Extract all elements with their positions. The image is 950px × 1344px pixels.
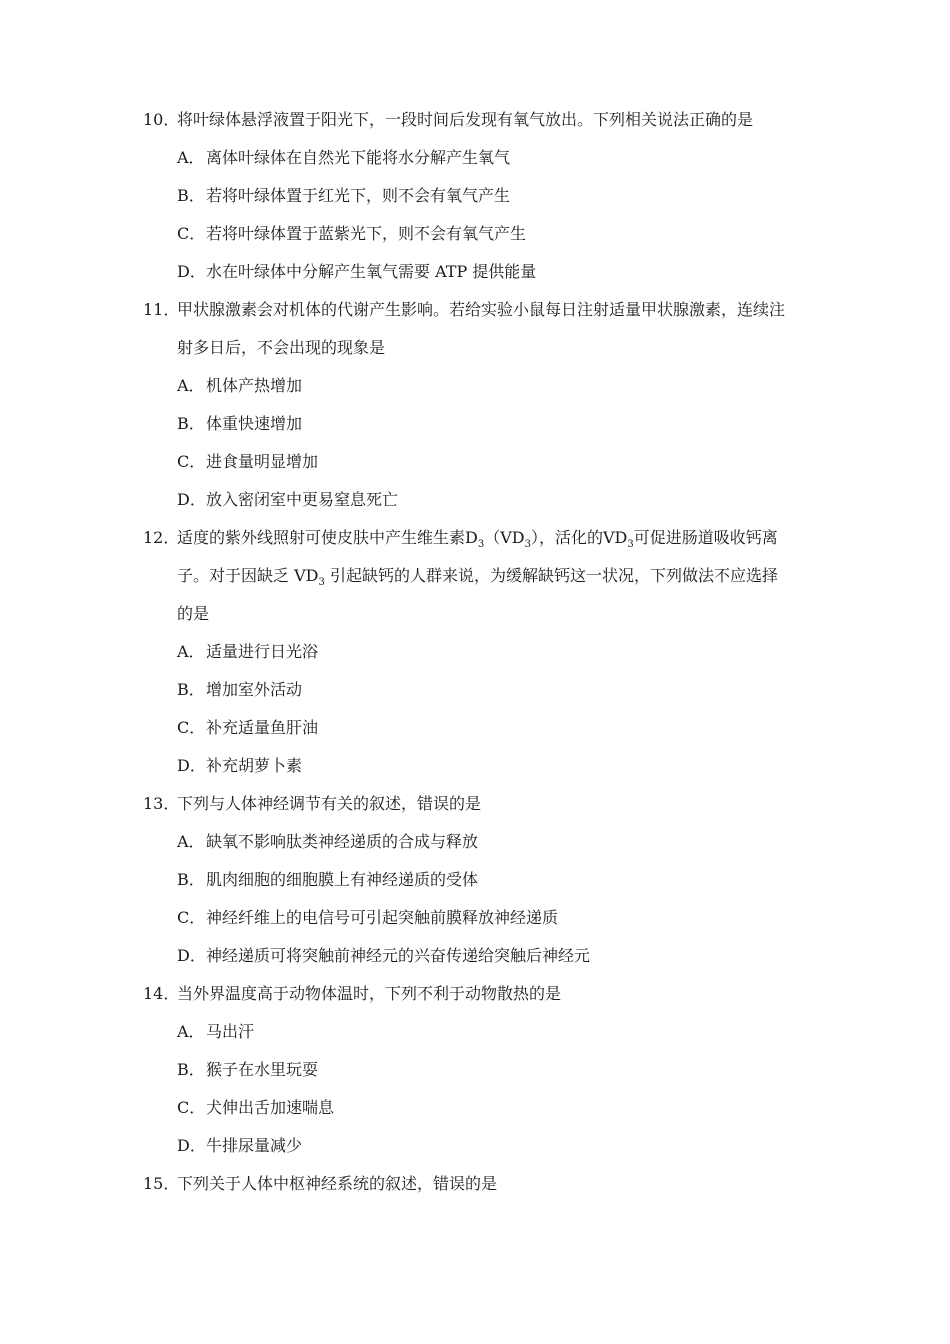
question-number: 15． (143, 1174, 180, 1193)
option-letter: B． (177, 1060, 205, 1079)
option-text: 神经纤维上的电信号可引起突触前膜释放神经递质 (206, 908, 559, 927)
option-text: 马出汗 (206, 1022, 255, 1041)
stem-text: ），活化的VD (530, 528, 628, 547)
question-stem-continued (177, 566, 778, 586)
question-stem (177, 528, 778, 550)
option-b (177, 680, 302, 700)
question-number: 12． (143, 528, 180, 547)
option-letter: D． (177, 490, 206, 509)
question-number: 10． (143, 110, 180, 129)
stem-text: 可促进肠道吸收钙离 (633, 528, 778, 547)
question-number: 14． (143, 984, 180, 1003)
option-text: 犬伸出舌加速喘息 (206, 1098, 335, 1117)
option-letter: C． (177, 718, 206, 737)
option-d (177, 262, 536, 282)
option-b (177, 1060, 318, 1080)
option-letter: A． (177, 832, 205, 851)
option-text: 放入密闭室中更易窒息死亡 (206, 490, 399, 509)
option-a (177, 642, 318, 662)
subscript: 3 (318, 577, 325, 588)
option-d (177, 490, 398, 510)
option-a (177, 832, 478, 852)
option-letter: A． (177, 376, 205, 395)
option-a (177, 148, 510, 168)
stem-text: 引起缺钙的人群来说，为缓解缺钙这一状况，下列做法不应选择 (324, 566, 778, 585)
subscript: 3 (477, 539, 485, 550)
option-letter: D． (177, 262, 206, 281)
option-c (177, 718, 318, 738)
option-a (177, 376, 302, 396)
option-c (177, 452, 318, 472)
option-text: 离体叶绿体在自然光下能将水分解产生氧气 (206, 148, 511, 167)
option-b (177, 870, 478, 890)
option-letter: C． (177, 1098, 206, 1117)
option-text: 补充胡萝卜素 (206, 756, 303, 775)
question-number: 11． (143, 300, 180, 319)
option-text: 机体产热增加 (206, 376, 303, 395)
option-d (177, 1136, 302, 1156)
option-b (177, 186, 510, 206)
option-text: 适量进行日光浴 (206, 642, 319, 661)
option-text: 缺氧不影响肽类神经递质的合成与释放 (206, 832, 479, 851)
question-stem-continued: 的是 (177, 604, 210, 623)
option-letter: A． (177, 642, 205, 661)
option-a (177, 1022, 254, 1042)
question-stem: 当外界温度高于动物体温时，下列不利于动物散热的是 (177, 984, 562, 1003)
option-text: 补充适量鱼肝油 (206, 718, 319, 737)
option-text: 增加室外活动 (206, 680, 303, 699)
option-text: 肌肉细胞的细胞膜上有神经递质的受体 (206, 870, 479, 889)
option-c (177, 908, 558, 928)
option-text: 猴子在水里玩耍 (206, 1060, 319, 1079)
question-stem: 下列关于人体中枢神经系统的叙述，错误的是 (177, 1174, 498, 1193)
option-text: 水在叶绿体中分解产生氧气需要 ATP 提供能量 (206, 262, 537, 281)
question-10 (143, 110, 753, 130)
question-number: 13． (143, 794, 180, 813)
option-text: 进食量明显增加 (206, 452, 319, 471)
option-letter: C． (177, 908, 206, 927)
option-text: 牛排尿量减少 (206, 1136, 303, 1155)
option-letter: B． (177, 680, 205, 699)
subscript: 3 (627, 539, 634, 550)
option-letter: D． (177, 1136, 206, 1155)
question-11 (143, 300, 785, 320)
option-letter: B． (177, 186, 205, 205)
question-14 (143, 984, 561, 1004)
question-stem: 甲状腺激素会对机体的代谢产生影响。若给实验小鼠每日注射适量甲状腺激素，连续注 (177, 300, 786, 319)
question-stem-continued: 射多日后，不会出现的现象是 (177, 338, 386, 357)
question-12 (143, 528, 778, 548)
option-c (177, 224, 526, 244)
subscript: 3 (524, 539, 531, 550)
question-13 (143, 794, 481, 814)
option-letter: D． (177, 756, 206, 775)
stem-text: 子。对于因缺乏 VD (177, 566, 319, 585)
option-d (177, 946, 590, 966)
option-letter: D． (177, 946, 206, 965)
option-letter: A． (177, 148, 205, 167)
option-d (177, 756, 302, 776)
option-b (177, 414, 302, 434)
question-stem: 将叶绿体悬浮液置于阳光下，一段时间后发现有氧气放出。下列相关说法正确的是 (177, 110, 754, 129)
option-c (177, 1098, 334, 1118)
option-letter: C． (177, 452, 206, 471)
stem-text: （VD (484, 528, 525, 547)
option-text: 神经递质可将突触前神经元的兴奋传递给突触后神经元 (206, 946, 591, 965)
stem-text: 适度的紫外线照射可使皮肤中产生维生素D (177, 528, 478, 547)
question-15 (143, 1174, 497, 1194)
option-letter: B． (177, 870, 205, 889)
option-text: 若将叶绿体置于红光下，则不会有氧气产生 (206, 186, 511, 205)
option-letter: C． (177, 224, 206, 243)
option-letter: A． (177, 1022, 205, 1041)
option-letter: B． (177, 414, 205, 433)
question-stem: 下列与人体神经调节有关的叙述，错误的是 (177, 794, 482, 813)
option-text: 若将叶绿体置于蓝紫光下，则不会有氧气产生 (206, 224, 527, 243)
option-text: 体重快速增加 (206, 414, 303, 433)
